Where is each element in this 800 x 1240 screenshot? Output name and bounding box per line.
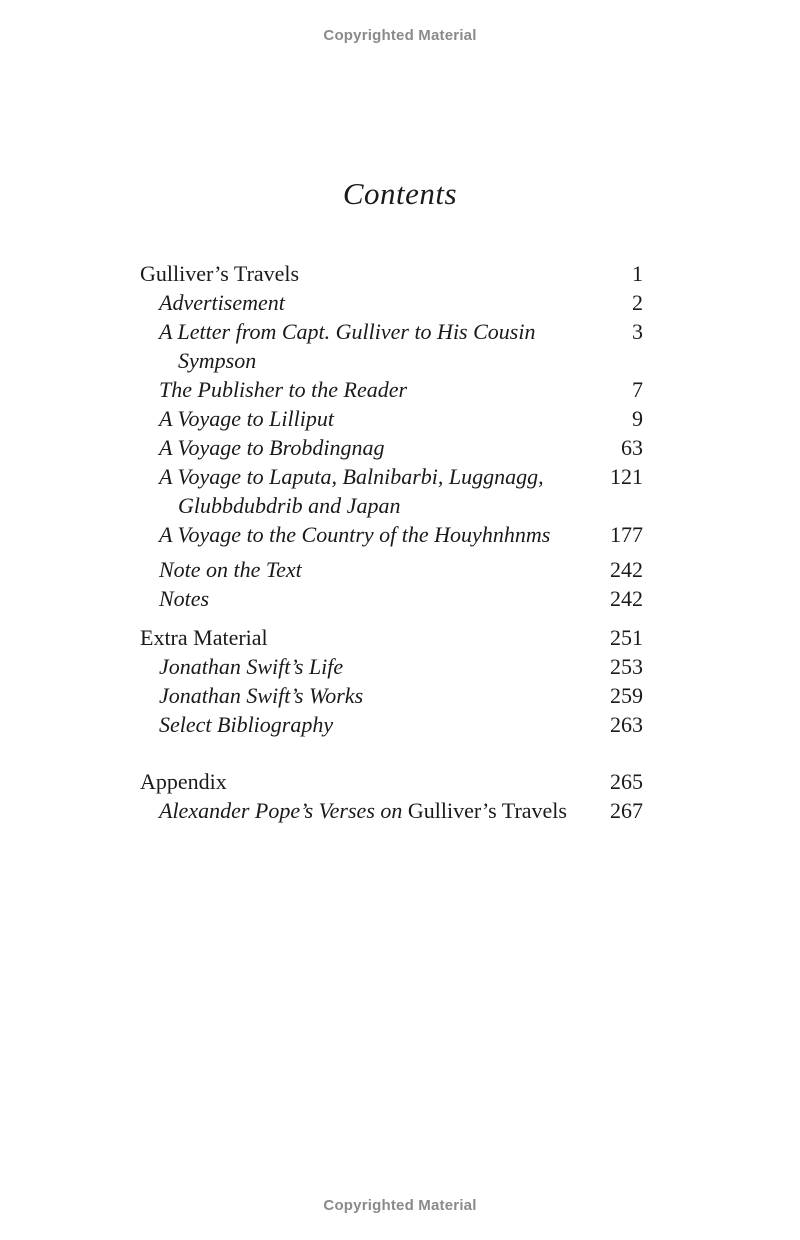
toc-part-row[interactable] <box>140 767 643 796</box>
toc-entry-label: Notes <box>159 586 210 611</box>
toc-entry-label: A Voyage to Brobdingnag <box>159 435 385 460</box>
toc-page-number: 263 <box>610 712 643 737</box>
toc-entry[interactable] <box>140 584 643 613</box>
toc-section-gullivers-travels <box>140 259 643 613</box>
toc-part-label: Gulliver’s Travels <box>140 261 300 286</box>
toc-page-number: 242 <box>610 557 643 582</box>
toc-page-number: 267 <box>610 798 643 823</box>
toc-entry-label-line2: Sympson <box>178 348 257 373</box>
toc-entry-label: A Voyage to Lilliput <box>159 406 334 431</box>
toc-entry-label-line1: A Voyage to Laputa, Balnibarbi, Luggnagg, <box>159 464 544 489</box>
copyright-watermark-top: Copyrighted Material <box>323 27 477 44</box>
toc-entry[interactable] <box>140 652 643 681</box>
toc-entry-label: Jonathan Swift’s Life <box>159 654 344 679</box>
toc-entry-label: Advertisement <box>159 290 285 315</box>
toc-section-appendix <box>140 767 643 825</box>
toc-section-extra-material <box>140 623 643 739</box>
toc-page-number: 253 <box>610 654 643 679</box>
toc-entry-label-italic: Alexander Pope’s Verses on <box>159 798 408 823</box>
toc-page-number: 1 <box>632 261 643 286</box>
toc-entry[interactable] <box>140 404 643 433</box>
toc-entry[interactable] <box>140 520 643 549</box>
toc-page-number: 121 <box>610 464 643 489</box>
toc-entry-label <box>140 317 603 375</box>
toc-entry[interactable] <box>140 317 643 375</box>
toc-entry[interactable] <box>140 462 643 520</box>
toc-part-row[interactable] <box>140 623 643 652</box>
toc-entry-label <box>140 796 603 825</box>
toc-entry-label-line1: A Letter from Capt. Gulliver to His Cousin <box>159 319 536 344</box>
toc-page-number: 177 <box>610 522 643 547</box>
toc-entry[interactable] <box>140 681 643 710</box>
toc-entry-label: A Voyage to the Country of the Houyhnhnms <box>159 522 551 547</box>
toc-page-number: 2 <box>632 290 643 315</box>
toc-page-number: 63 <box>621 435 643 460</box>
toc-part-row[interactable] <box>140 259 643 288</box>
toc-entry-label-roman: Gulliver’s Travels <box>407 798 567 823</box>
toc-page-number: 259 <box>610 683 643 708</box>
toc-entry[interactable] <box>140 710 643 739</box>
toc-entry[interactable] <box>140 796 643 825</box>
toc-entry-label: The Publisher to the Reader <box>159 377 408 402</box>
toc-part-label: Appendix <box>140 769 227 794</box>
toc-entry-label: Select Bibliography <box>159 712 334 737</box>
toc-page-number: 251 <box>610 625 643 650</box>
toc-entry[interactable] <box>140 433 643 462</box>
copyright-watermark-bottom: Copyrighted Material <box>323 1197 477 1214</box>
toc-page-number: 3 <box>632 319 643 344</box>
toc-entry-label-line2: Glubbdubdrib and Japan <box>178 493 401 518</box>
toc-entry-label <box>140 462 603 520</box>
page-title: Contents <box>342 176 458 211</box>
toc-entry[interactable] <box>140 288 643 317</box>
toc-page-number: 7 <box>632 377 643 402</box>
table-of-contents <box>140 259 643 825</box>
toc-part-label: Extra Material <box>140 625 268 650</box>
toc-entry[interactable] <box>140 555 643 584</box>
toc-page-number: 9 <box>632 406 643 431</box>
toc-entry-label: Note on the Text <box>159 557 302 582</box>
toc-entry-label: Jonathan Swift’s Works <box>159 683 364 708</box>
toc-page-number: 242 <box>610 586 643 611</box>
toc-entry[interactable] <box>140 375 643 404</box>
toc-page-number: 265 <box>610 769 643 794</box>
